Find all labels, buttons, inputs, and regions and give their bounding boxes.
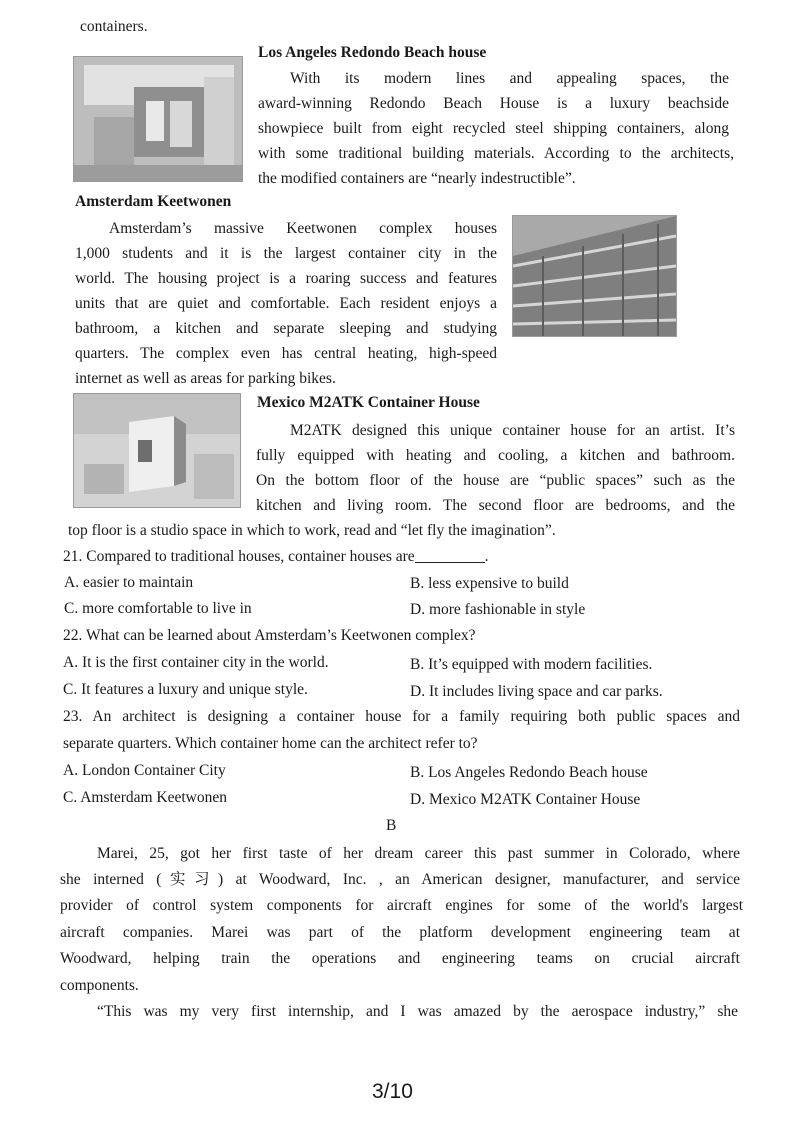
passage-b-line: Marei, 25, got her first taste of her dream career this past summer in Colorado, where	[97, 845, 740, 862]
mexico-line: M2ATK designed this unique container house for an artist. It’s	[290, 422, 735, 439]
answer-blank	[415, 548, 485, 563]
amsterdam-line: world. The housing project is a roaring success and features	[75, 270, 497, 287]
mexico-heading: Mexico M2ATK Container House	[257, 394, 480, 411]
page-number: 3/10	[372, 1080, 413, 1103]
keetwonen-photo	[512, 215, 677, 337]
m2atk-photo	[73, 393, 241, 508]
question-21-stem: 21. Compared to traditional houses, container houses are .	[63, 548, 489, 565]
passage-b-line: she interned (实习) at Woodward, Inc. , an American designer, manufacturer, and service	[60, 871, 740, 888]
q21-option-d: D. more fashionable in style	[410, 601, 586, 618]
passage-b-line: aircraft companies. Marei was part of the platform development engineering team at	[60, 924, 740, 941]
q21-option-a: A. easier to maintain	[64, 574, 194, 591]
la-line: showpiece built from eight recycled steel shipping containers, along	[258, 120, 729, 137]
question-23-stem-cont: separate quarters. Which container home can the architect refer to?	[63, 735, 478, 752]
passage-b-title: B	[386, 817, 397, 834]
q23-option-d: D. Mexico M2ATK Container House	[410, 791, 641, 808]
question-22-stem: 22. What can be learned about Amsterdam’s Keetwonen complex?	[63, 627, 476, 644]
mexico-line: top floor is a studio space in which to work, read and “let fly the imagination”.	[68, 522, 556, 539]
q22-option-b: B. It’s equipped with modern facilities.	[410, 656, 653, 673]
mexico-line: On the bottom floor of the house are “public spaces” such as the	[256, 472, 735, 489]
la-heading: Los Angeles Redondo Beach house	[258, 44, 487, 61]
amsterdam-line: 1,000 students and it is the largest container city in the	[75, 245, 497, 262]
amsterdam-line: bathroom, a kitchen and separate sleeping and studying	[75, 320, 497, 337]
q23-option-b: B. Los Angeles Redondo Beach house	[410, 764, 648, 781]
q22-option-d: D. It includes living space and car parks.	[410, 683, 663, 700]
la-line: award-winning Redondo Beach House is a luxury beachside	[258, 95, 729, 112]
q22-option-a: A. It is the first container city in the world.	[63, 654, 329, 671]
passage-b-line: components.	[60, 977, 139, 994]
mexico-line: kitchen and living room. The second floor are bedrooms, and the	[256, 497, 735, 514]
la-line: With its modern lines and appealing spaces, the	[290, 70, 729, 87]
q21-option-c: C. more comfortable to live in	[64, 600, 252, 617]
redondo-house-photo	[73, 56, 243, 182]
amsterdam-line: internet as well as areas for parking bikes.	[75, 370, 336, 387]
mexico-line: fully equipped with heating and cooling, a kitchen and bathroom.	[256, 447, 735, 464]
continued-text: containers.	[80, 18, 148, 35]
q21-option-b: B. less expensive to build	[410, 575, 569, 592]
la-line: the modified containers are “nearly indestructible”.	[258, 170, 576, 187]
q23-option-a: A. London Container City	[63, 762, 226, 779]
q22-option-c: C. It features a luxury and unique style.	[63, 681, 308, 698]
passage-b-line: provider of control system components for aircraft engines for some of the world's largest	[60, 897, 743, 914]
amsterdam-line: Amsterdam’s massive Keetwonen complex houses	[109, 220, 497, 237]
passage-b-line: Woodward, helping train the operations and engineering teams on crucial aircraft	[60, 950, 740, 967]
amsterdam-heading: Amsterdam Keetwonen	[75, 193, 232, 210]
q23-option-c: C. Amsterdam Keetwonen	[63, 789, 228, 806]
amsterdam-line: units that are quiet and comfortable. Each resident enjoys a	[75, 295, 497, 312]
la-line: with some traditional building materials. According to the architects,	[258, 145, 734, 162]
passage-b-line: “This was my very first internship, and I was amazed by the aerospace industry,” she	[97, 1003, 738, 1020]
question-23-stem: 23. An architect is designing a container house for a family requiring both public spaces and	[63, 708, 740, 725]
amsterdam-line: quarters. The complex even has central heating, high-speed	[75, 345, 497, 362]
